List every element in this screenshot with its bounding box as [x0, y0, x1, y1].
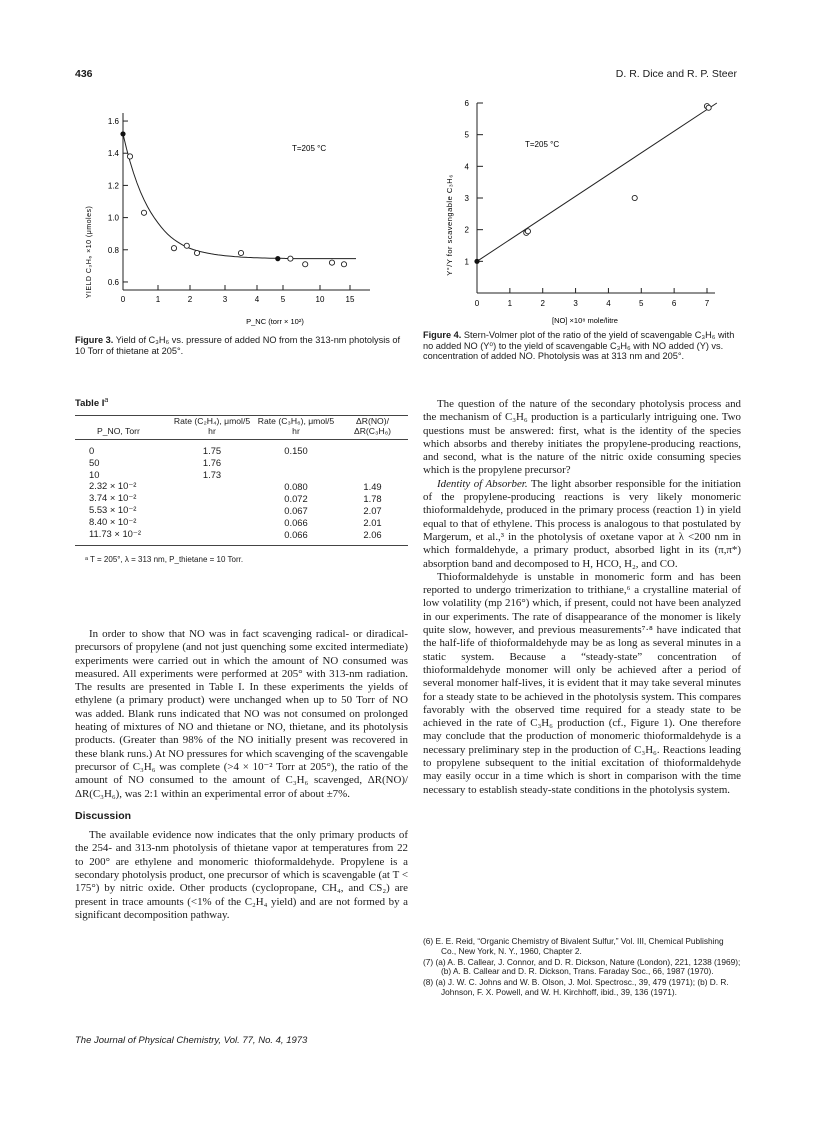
x-tick-label: 3 [573, 299, 578, 308]
left-column [75, 628, 408, 922]
data-point [141, 210, 146, 215]
data-point [525, 229, 530, 234]
table-cell [337, 444, 408, 456]
x-tick-label: 5 [280, 295, 286, 304]
table-cell [255, 468, 337, 480]
x-tick-label: 15 [345, 295, 355, 304]
table-cell: 3.74 × 10⁻² [89, 492, 137, 504]
data-point [184, 243, 189, 248]
figure3-caption-label: Figure 3. [75, 335, 114, 345]
table-cell: 0 [89, 444, 95, 456]
table-cell [169, 480, 255, 492]
data-point-filled [275, 256, 280, 261]
table-cell: 0.066 [284, 528, 308, 540]
table-cell: 2.07 [363, 504, 382, 516]
x-tick-label: 0 [120, 295, 126, 304]
table-cell: 1.78 [363, 492, 382, 504]
x-tick-label: 3 [222, 295, 228, 304]
y-tick-label: 1.4 [107, 149, 119, 159]
data-point [303, 262, 308, 267]
table-cell [255, 456, 337, 468]
table-cell [169, 516, 255, 528]
reference-item: (8) (a) J. W. C. Johns and W. B. Olson, J. Mol. Spectrosc., 39, 479 (1971); (b) D. R. Johnson, F. X. Powell, and W. H. Kirchhoff, ibid., 39, 136 (1971). [423, 977, 729, 997]
data-point [288, 256, 293, 261]
table-cell: 2.06 [363, 528, 382, 540]
x-tick-label: 7 [704, 299, 710, 308]
data-point [171, 246, 176, 251]
table-cell [169, 528, 255, 540]
figure3-ylabel: YIELD C₃H₆ ×10 (μmoles) [86, 205, 93, 299]
y-tick-label: 6 [464, 99, 469, 108]
table-cell: 11.73 × 10⁻² [89, 528, 141, 540]
table-cell: 10 [89, 468, 100, 480]
x-tick-label: 6 [671, 299, 677, 308]
table-cell: 2.01 [363, 516, 382, 528]
x-tick-label: 4 [254, 295, 260, 304]
figure4-caption-text: Stern-Volmer plot of the ratio of the yield of scavengable C₃H₆ with no added NO (Y⁰) to the yield of scavengable C₃H₆ with NO added (Y) vs. concentration of added NO. Photolysis was at 313 nm and 205°. [423, 330, 735, 362]
table-cell [337, 456, 408, 468]
data-point [238, 250, 243, 255]
figure3-caption-text: Yield of C₃H₆ vs. pressure of added NO from the 313-nm photolysis of 10 Torr of thietane at 205°. [75, 335, 401, 356]
table-row [75, 504, 408, 516]
x-tick-label: 0 [474, 299, 480, 308]
figure4-ylabel: Y°/Y for scavengable C₃H₆ [445, 174, 454, 276]
table-cell: 1.49 [363, 480, 382, 492]
table-cell: 50 [89, 456, 100, 468]
figure4-caption-label: Figure 4. [423, 330, 462, 340]
table-row [75, 528, 408, 540]
table-cell: 2.32 × 10⁻² [89, 480, 137, 492]
figure3-caption [75, 335, 410, 356]
y-tick-label: 3 [464, 194, 469, 203]
data-point [706, 105, 711, 110]
x-tick-label: 10 [315, 295, 325, 304]
figure4-caption [423, 330, 741, 362]
table-header-cell: P_NO, Torr [97, 425, 140, 436]
x-tick-label: 1 [507, 299, 513, 308]
y-tick-label: 4 [464, 162, 469, 172]
body-paragraph: The available evidence now indicates that the only primary products of the 254- and 313-nm photolysis of thietane vapor at temperatures from 22 to 200° are ethylene and monomeric thioformaldehyde. Propylene is a secondary photolysis product, one precursor of which is scavengable (at T < 175°) by nitric oxide. Other products (cyclopropane, CH₄, and CS₂) are present in trace amounts (<1% of the C₂H₄ yield) and are not formed by a significant decomposition pathway. [75, 829, 408, 921]
table-cell: 8.40 × 10⁻² [89, 516, 137, 528]
reference-item: (7) (a) A. B. Callear, J. Connor, and D. R. Dickson, Nature (London), 221, 1238 (1969); (b) A. B. Callear and D. R. Dickson, Trans. Faraday Soc., 66, 1987 (1970). [423, 956, 741, 977]
table-cell [337, 468, 408, 480]
data-point [341, 262, 346, 267]
table-row [75, 492, 408, 504]
body-paragraph: The question of the nature of the secondary photolysis process and the mechanism of C₃H₆ production is a particularly intriguing one. Two questions must be answered: first, what is the identity of the species which absorbs and thereby initiates the propylene-producing reactions, and second, what is the nature of the nitric oxide consuming species which is the propylene precursor? [423, 398, 741, 477]
y-tick-label: 1.2 [107, 181, 119, 191]
data-point [127, 154, 132, 159]
x-tick-label: 5 [639, 299, 644, 308]
body-paragraph: In order to show that NO was in fact scavenging radical- or diradical-precursors of propylene (and not just quenching some excited intermediate) experiments were carried out in which the amount of NO consumed was measured. All experiments were performed at 205° with 313-nm radiation. The results are presented in Table I. In these experiments the yields of ethylene (a primary product) were unchanged when up to 50 Torr of NO was added. Blank runs indicated that NO was not consumed on prolonged heating of mixtures of NO and thietane or NO, thietane, and its photolysis products. (Greater than 98% of the NO initially present was recovered in these blank runs.) At NO pressures for which scavenging of the scavengable precursor of C₃H₆ was complete (>4 × 10⁻² Torr at 205°), the ratio of the amount of NO consumed to the amount of C₃H₆ scavenged, ΔR(NO)/ΔR(C₃H₆), was 2:1 within an experimental error of about ±7%. [75, 628, 408, 800]
table-cell: 1.76 [202, 456, 222, 468]
y-tick-label: 0.8 [107, 245, 119, 255]
table-cell: 0.067 [284, 504, 308, 516]
figure4-xlabel: [NO] ×10⁸ mole/litre [552, 316, 618, 325]
table-cell: 1.73 [202, 468, 222, 480]
table-cell [169, 504, 255, 516]
journal-footer: The Journal of Physical Chemistry, Vol. 77, No. 4, 1973 [75, 1035, 308, 1046]
y-tick-label: 0.6 [107, 277, 119, 287]
table-header-cell: Rate (C₃H₆), μmol/5 hr [257, 416, 335, 436]
data-point [632, 195, 637, 200]
figure4-annotation: T=205 °C [525, 140, 560, 149]
table-cell: 5.53 × 10⁻² [89, 504, 137, 516]
table-header-cell: ΔR(NO)/ ΔR(C₃H₆) [353, 416, 392, 436]
figure3-xlabel: P_NC (torr × 10²) [246, 317, 304, 326]
body-paragraph: Thioformaldehyde is unstable in monomeric form and has been reported to undergo trimerization to trithiane,⁶ a crystalline material of low volatility (mp 216°) which, if present, could not have been analyzed in our experiments. The rate of disappearance of the monomer is likely quite slow, however, and previous measurements⁷·⁸ have indicated that the half-life of thioformaldehyde may be as long as several minutes in a static system. Because a “steady-state” concentration of thioformaldehyde monomer will only be achieved after a period of several monomer half-lives, it is evident that it may take several minutes for a steady state to be achieved in the photolysis system. This compares favorably with the observed time required for a steady state to be achieved in the rate of C₃H₆ production (cf., Figure 1). One therefore may conclude that the production of monomeric thioformaldehyde is a necessary preliminary step in the production of C₃H₆. Reactions leading to propylene subsequent to the initial excitation of thioformaldehyde may easily occur in a time which is short in comparison with the time necessary to establish steady-state conditions in the photolysis system. [423, 570, 741, 796]
table-title: Table $I^a$ [75, 397, 109, 410]
section-heading-discussion: Discussion [75, 809, 132, 822]
table-cell: 0.066 [284, 516, 308, 528]
reference-item: (6) E. E. Reid, “Organic Chemistry of Bivalent Sulfur,” Vol. III, Chemical Publishing Co., New York, N. Y., 1960, Chapter 2. [423, 936, 724, 956]
references [423, 937, 741, 999]
table-footnote: ᵃ T = 205°, λ = 313 nm, P_thietane = 10 Torr. [85, 555, 244, 565]
data-point-filled [120, 131, 125, 136]
data-point-filled [474, 259, 479, 264]
table-row [75, 516, 408, 528]
table-header-row [75, 416, 408, 439]
y-tick-label: 1.0 [107, 213, 119, 223]
figure3-chart [75, 100, 405, 330]
table-1 [75, 397, 408, 564]
subsection-heading: Identity of Absorber. [437, 477, 528, 490]
table-header-cell: Rate (C₂H₄), μmol/5 hr [173, 416, 251, 436]
table-row [75, 480, 408, 492]
table-row [75, 456, 408, 468]
x-tick-label: 4 [606, 299, 611, 308]
running-header-authors: D. R. Dice and R. P. Steer [615, 68, 737, 80]
table-cell: 0.150 [284, 444, 308, 456]
table-row [75, 468, 408, 480]
figure4-chart [425, 93, 735, 328]
table-cell: 0.072 [284, 492, 308, 504]
x-tick-label: 2 [187, 295, 193, 304]
page-number: 436 [75, 68, 93, 80]
table-row [75, 444, 408, 456]
figure3-annotation: T=205 °C [292, 144, 327, 153]
x-tick-label: 2 [540, 299, 545, 308]
y-tick-label: 2 [464, 225, 469, 235]
y-tick-label: 5 [464, 130, 469, 140]
y-tick-label: 1.6 [107, 117, 119, 127]
data-point [329, 260, 334, 265]
right-column [423, 398, 741, 797]
x-tick-label: 1 [155, 295, 161, 304]
table-cell: 1.75 [202, 444, 222, 456]
data-point [194, 250, 199, 255]
y-tick-label: 1 [464, 257, 469, 267]
table-cell [169, 492, 255, 504]
table-cell: 0.080 [284, 480, 308, 492]
fit-line [477, 103, 717, 261]
body-paragraph: Identity of Absorber. The light absorber responsible for the initiation of the propylene-producing reactions is very likely monomeric thioformaldehyde, produced in the primary process (reaction 1) in yield equal to that of ethylene. This process is analogous to that postulated by Margerum, et al.,³ in the photolysis of oxetane vapor at λ <200 nm in which formaldehyde, a primary product, absorbed light in its (π,π*) absorption band and decomposed to H, HCO, H₂, and CO. [423, 477, 741, 570]
